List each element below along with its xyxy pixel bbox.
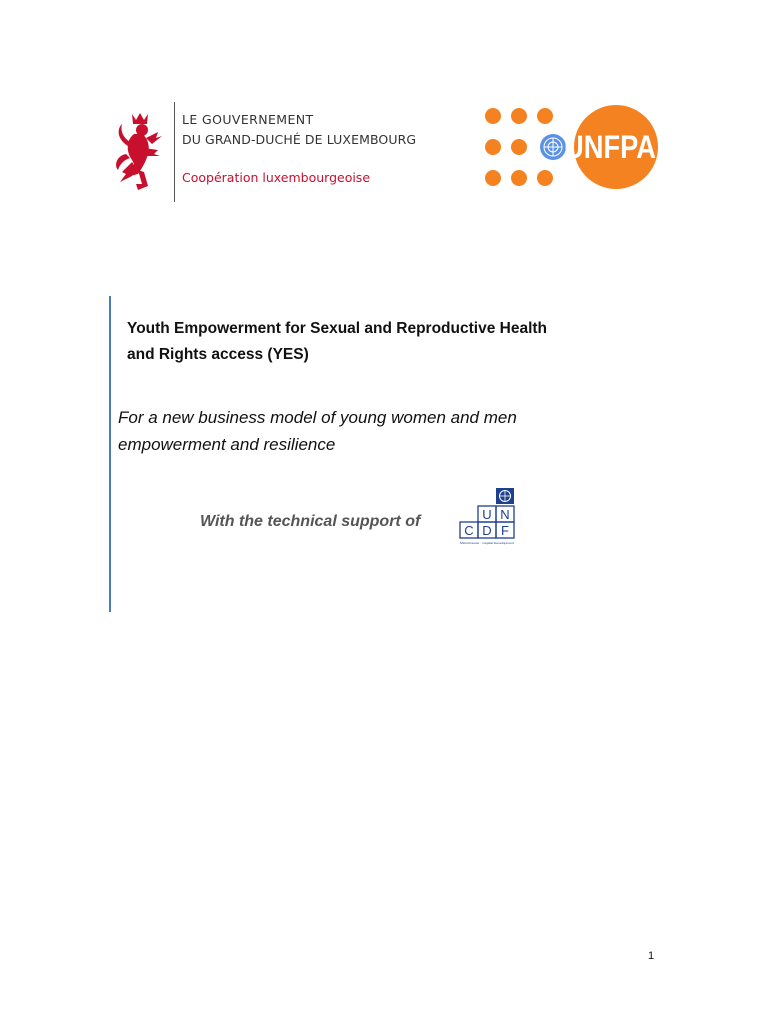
luxembourg-government-logo — [112, 100, 417, 204]
uncdf-letter-d: D — [482, 523, 492, 538]
red-lion-icon — [112, 110, 168, 194]
accent-bar — [109, 296, 111, 612]
government-name-line1: LE GOUVERNEMENT — [182, 112, 314, 127]
uncdf-letter-n: N — [500, 507, 510, 522]
uncdf-letter-c: C — [464, 523, 474, 538]
document-subtitle: For a new business model of young women and men empowerment and resilience — [118, 408, 517, 454]
un-emblem-icon — [540, 134, 566, 160]
un-emblem-icon — [496, 488, 514, 504]
uncdf-tagline: Microfinance · Capital Development — [460, 541, 515, 545]
uncdf-letter-u: U — [482, 507, 492, 522]
page-number: 1 — [648, 950, 655, 962]
logo-divider — [174, 102, 175, 202]
cooperation-label: Coopération luxembourgeoise — [182, 170, 371, 185]
document-title: Youth Empowerment for Sexual and Reproductive Health and Rights access (YES) — [127, 320, 547, 363]
technical-support-label: With the technical support of — [200, 513, 421, 530]
unfpa-wordmark: UNFPA — [564, 129, 656, 165]
unfpa-logo — [478, 100, 658, 192]
uncdf-letter-f: F — [501, 523, 509, 538]
government-name-line2: DU GRAND-DUCHÉ DE LUXEMBOURG — [182, 132, 417, 147]
uncdf-logo — [458, 487, 516, 547]
